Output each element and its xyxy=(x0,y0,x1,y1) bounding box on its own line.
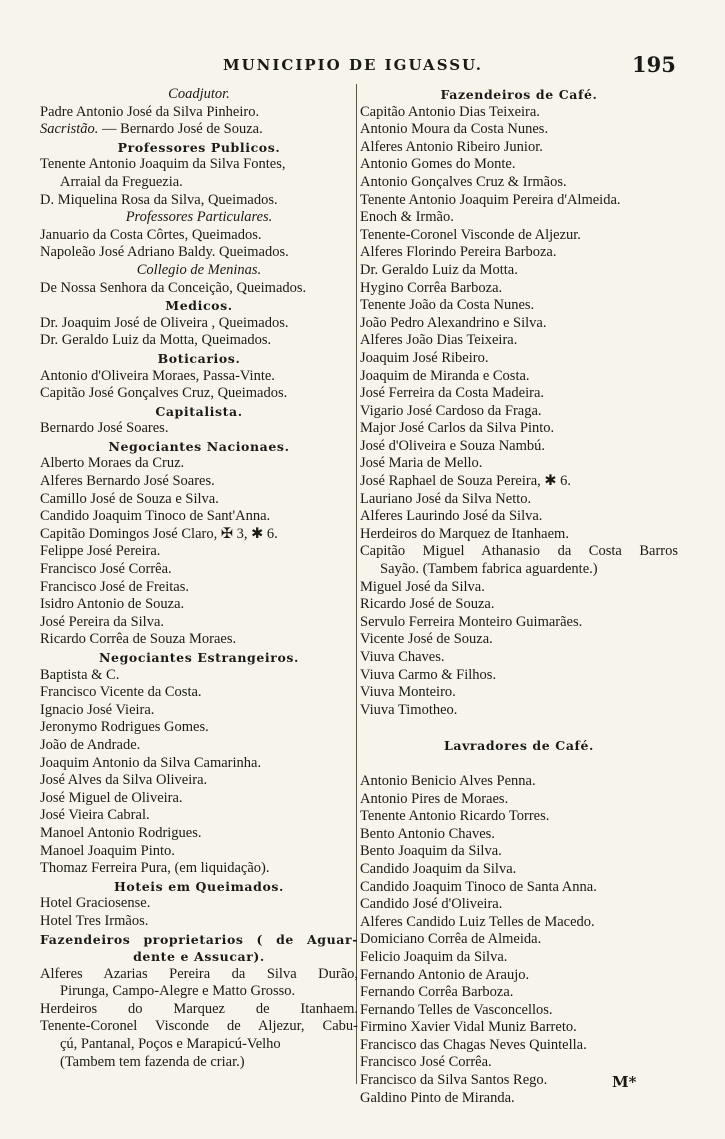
list-item: Fernando Telles de Vasconcellos. xyxy=(360,1001,553,1018)
list-item: Baptista & C. xyxy=(40,666,120,683)
list-item: D. Miquelina Rosa da Silva, Queimados. xyxy=(40,191,278,208)
list-item: Firmino Xavier Vidal Muniz Barreto. xyxy=(360,1019,577,1036)
sacristao-label: Sacristão. xyxy=(40,121,99,138)
list-item: Joaquim José Ribeiro. xyxy=(360,349,489,366)
coadjutor-heading: Coadjutor. xyxy=(168,86,230,102)
list-item: Enoch & Irmão. xyxy=(360,209,454,226)
list-item: Viuva Carmo & Filhos. xyxy=(360,666,497,683)
sacristao-entry xyxy=(40,121,358,139)
list-item: Alferes Bernardo José Soares. xyxy=(40,473,215,490)
list-item: José Pereira da Silva. xyxy=(40,613,165,630)
list-item: Galdino Pinto de Miranda. xyxy=(360,1089,515,1106)
list-item: José d'Oliveira e Souza Nambú. xyxy=(360,437,546,454)
list-item: Isidro Antonio de Souza. xyxy=(40,596,185,613)
list-item: Capitão Domingos José Claro, ✠ 3, ✱ 6. xyxy=(40,525,278,542)
hoteis-heading: Hoteis em Queimados. xyxy=(113,878,284,894)
sacristao-name: — Bernardo José de Souza. xyxy=(102,121,263,138)
list-item: José Raphael de Souza Pereira, ✱ 6. xyxy=(360,473,572,490)
list-item: Major José Carlos da Silva Pinto. xyxy=(360,420,555,437)
list-item: Fernando Antonio de Araujo. xyxy=(360,966,530,983)
list-item: Francisco da Silva Santos Rego. xyxy=(360,1072,548,1089)
list-item: José Alves da Silva Oliveira. xyxy=(40,772,208,789)
list-item: Bernardo José Soares. xyxy=(40,420,169,437)
list-item: Antonio Gomes do Monte. xyxy=(360,156,516,173)
right-column xyxy=(360,86,678,1107)
list-item: Antonio Benicio Alves Penna. xyxy=(360,772,536,789)
list-item: Manoel Antonio Rodrigues. xyxy=(40,824,202,841)
list-item: Tenente João da Costa Nunes. xyxy=(360,297,535,314)
list-item: Felicio Joaquim da Silva. xyxy=(360,948,508,965)
left-column xyxy=(40,86,358,1071)
list-item: Viuva Monteiro. xyxy=(360,684,456,701)
list-item: Januario da Costa Côrtes, Queimados. xyxy=(40,226,262,243)
list-item: José Maria de Mello. xyxy=(360,455,483,472)
signature-mark: M* xyxy=(612,1073,637,1091)
list-item: Capitão Antonio Dias Teixeira. xyxy=(360,103,540,120)
list-item: Tenente-Coronel Visconde de Aljezur. xyxy=(360,226,581,243)
list-item: Alberto Moraes da Cruz. xyxy=(40,455,185,472)
estrangeiros-heading: Negociantes Estrangeiros. xyxy=(99,650,299,665)
list-item: Alferes Azarias Pereira da Silva Durão, xyxy=(40,965,358,982)
list-item: Felippe José Pereira. xyxy=(40,543,161,560)
running-title: MUNICIPIO DE IGUASSU. xyxy=(223,56,483,74)
list-item: Dr. Geraldo Luiz da Motta, Queimados. xyxy=(40,332,272,349)
list-item: Tenente Antonio Joaquim Pereira d'Almeida. xyxy=(360,191,621,208)
fazendeiros-cafe-heading: Fazendeiros de Café. xyxy=(440,87,598,102)
section-gap xyxy=(360,755,678,773)
list-item: çú, Pantanal, Poços e Marapicú-Velho xyxy=(60,1036,281,1053)
proprietarios-heading-line-1: Fazendeiros proprietarios ( de Aguar- xyxy=(40,931,358,947)
list-item: Fernando Corrêa Barboza. xyxy=(360,984,514,1001)
list-item: João Pedro Alexandrino e Silva. xyxy=(360,314,547,331)
list-item: Francisco José Corrêa. xyxy=(360,1054,492,1071)
list-item: Domiciano Corrêa de Almeida. xyxy=(360,931,542,948)
professores-heading: Professores Publicos. xyxy=(117,139,281,155)
capitalista-heading: Capitalista. xyxy=(155,403,243,419)
list-item: Ricardo José de Souza. xyxy=(360,596,495,613)
list-item: Tenente Antonio Joaquim da Silva Fontes, xyxy=(40,156,286,173)
list-item: Francisco das Chagas Neves Quintella. xyxy=(360,1036,587,1053)
list-item: Alferes Antonio Ribeiro Junior. xyxy=(360,138,543,155)
list-item: Alferes Laurindo José da Silva. xyxy=(360,508,543,525)
list-item: Antonio Gonçalves Cruz & Irmãos. xyxy=(360,173,567,190)
page-header xyxy=(0,52,725,80)
list-item: Bento Antonio Chaves. xyxy=(360,825,495,842)
list-item: Miguel José da Silva. xyxy=(360,578,485,595)
list-item: Vicente José de Souza. xyxy=(360,631,493,648)
coadjutor-entry: Padre Antonio José da Silva Pinheiro. xyxy=(40,103,260,120)
list-item: Pirunga, Campo-Alegre e Matto Grosso. xyxy=(60,983,296,1000)
list-item: Antonio Pires de Moraes. xyxy=(360,790,509,807)
list-item: Vigario José Cardoso da Fraga. xyxy=(360,402,542,419)
list-item: José Miguel de Oliveira. xyxy=(40,789,183,806)
section-gap xyxy=(360,719,678,737)
list-item: Manoel Joaquim Pinto. xyxy=(40,842,175,859)
list-item: Antonio d'Oliveira Moraes, Passa-Vinte. xyxy=(40,367,275,384)
list-item: Sayão. (Tambem fabrica aguardente.) xyxy=(380,561,598,578)
list-item: Joaquim Antonio da Silva Camarinha. xyxy=(40,754,262,771)
list-item: Tenente-Coronel Visconde de Aljezur, Cabu- xyxy=(40,1018,358,1035)
medicos-heading: Medicos. xyxy=(165,298,233,314)
list-item: Viuva Timotheo. xyxy=(360,701,458,718)
list-item: José Ferreira da Costa Madeira. xyxy=(360,385,545,402)
list-item: Herdeiros do Marquez de Itanhaem. xyxy=(360,525,569,542)
list-item: Viuva Chaves. xyxy=(360,649,445,665)
list-item: Alferes Florindo Pereira Barboza. xyxy=(360,244,557,261)
list-item: Francisco José Corrêa. xyxy=(40,561,172,578)
collegio-heading: Collegio de Meninas. xyxy=(136,261,262,278)
list-item: Dr. Joaquim José de Oliveira , Queimados. xyxy=(40,314,289,331)
list-item: Ricardo Corrêa de Souza Moraes. xyxy=(40,631,237,648)
list-item: Camillo José de Souza e Silva. xyxy=(40,490,219,507)
list-item: De Nossa Senhora da Conceição, Queimados. xyxy=(40,279,307,296)
list-item: Antonio Moura da Costa Nunes. xyxy=(360,121,549,138)
list-item: Hotel Graciosense. xyxy=(40,895,151,912)
nacionaes-heading: Negociantes Nacionaes. xyxy=(108,438,290,454)
list-item: Alferes João Dias Teixeira. xyxy=(360,332,518,349)
list-item: Joaquim de Miranda e Costa. xyxy=(360,367,530,384)
boticarios-heading: Boticarios. xyxy=(157,350,241,366)
list-item: Alferes Candido Luiz Telles de Macedo. xyxy=(360,913,595,930)
list-item: Candido Joaquim da Silva. xyxy=(360,860,517,877)
list-item: Lauriano José da Silva Netto. xyxy=(360,490,532,507)
list-item: Arraial da Freguezia. xyxy=(60,173,183,190)
list-item: Tenente Antonio Ricardo Torres. xyxy=(360,808,550,825)
list-item: Thomaz Ferreira Pura, (em liquidação). xyxy=(40,860,270,877)
list-item: Candido Joaquim Tinoco de Sant'Anna. xyxy=(40,508,271,525)
list-item: Ignacio José Vieira. xyxy=(40,701,155,718)
list-item: Dr. Geraldo Luiz da Motta. xyxy=(360,261,518,278)
list-item: Candido José d'Oliveira. xyxy=(360,896,503,913)
lavradores-heading: Lavradores de Café. xyxy=(443,738,595,754)
list-item: José Vieira Cabral. xyxy=(40,807,150,824)
list-item: Capitão Miguel Athanasio da Costa Barros xyxy=(360,543,678,560)
list-item: (Tambem tem fazenda de criar.) xyxy=(60,1053,245,1070)
list-item: Jeronymo Rodrigues Gomes. xyxy=(40,719,209,736)
list-item: Francisco José de Freitas. xyxy=(40,578,189,595)
list-item: Bento Joaquim da Silva. xyxy=(360,843,502,860)
list-item: Capitão José Gonçalves Cruz, Queimados. xyxy=(40,385,288,402)
proprietarios-heading-line-2: dente e Assucar). xyxy=(133,949,265,965)
list-item: Herdeiros do Marquez de Itanhaem. xyxy=(40,1000,358,1017)
list-item: Candido Joaquim Tinoco de Santa Anna. xyxy=(360,878,597,895)
list-item: Hotel Tres Irmãos. xyxy=(40,912,149,929)
list-item: Francisco Vicente da Costa. xyxy=(40,684,202,701)
list-item: João de Andrade. xyxy=(40,736,141,753)
list-item: Hygino Corrêa Barboza. xyxy=(360,279,503,296)
list-item: Napoleão José Adriano Baldy. Queimados. xyxy=(40,244,289,261)
list-item: Servulo Ferreira Monteiro Guimarães. xyxy=(360,613,583,630)
particulares-heading: Professores Particulares. xyxy=(125,209,273,226)
page-number: 195 xyxy=(632,52,676,77)
